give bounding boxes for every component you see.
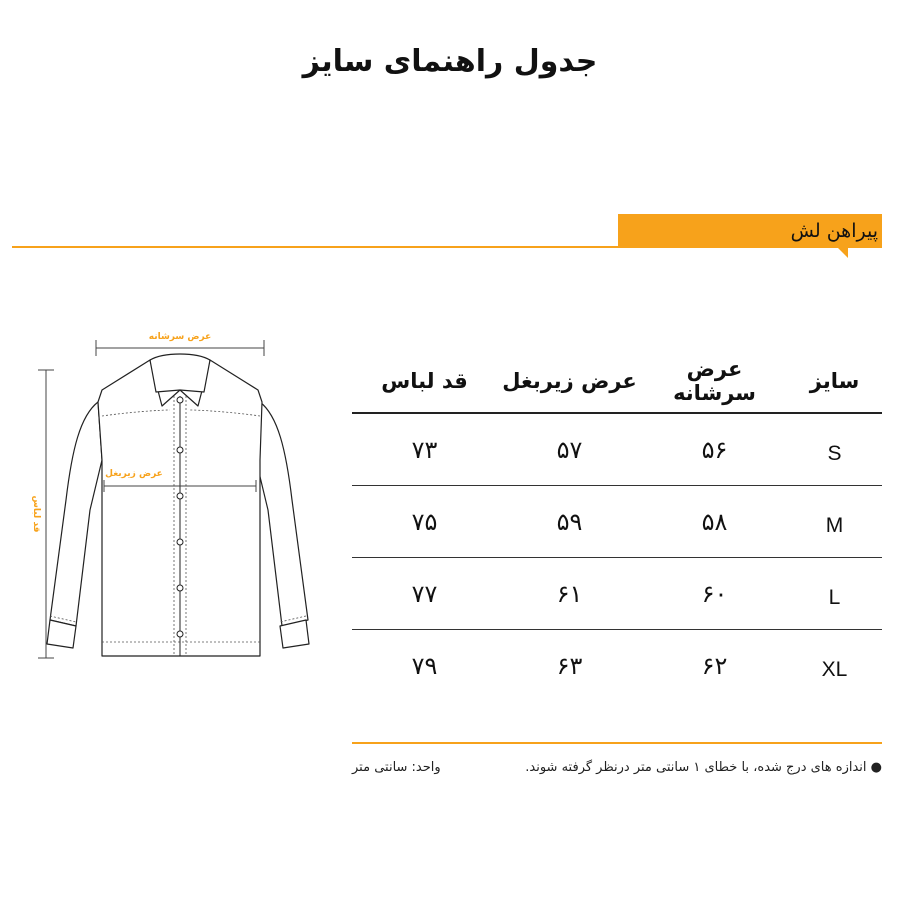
footer-note-text: اندازه های درج شده، با خطای ۱ سانتی متر درنظر گرفته شوند. <box>525 760 867 775</box>
table-row <box>352 486 882 558</box>
page-title: جدول راهنمای سایز <box>302 44 598 79</box>
section-label: پیراهن لش <box>790 220 878 242</box>
table-row <box>352 558 882 630</box>
size-cell: L <box>787 558 882 630</box>
table-row <box>352 630 882 702</box>
length-cell: ۷۹ <box>411 651 438 680</box>
size-cell: M <box>787 486 882 558</box>
chest-cell: ۶۳ <box>556 651 583 680</box>
shoulder-label: عرض سرشانه <box>148 332 212 342</box>
size-cell: XL <box>821 657 848 681</box>
section-divider <box>12 246 622 248</box>
header-shoulder: عرض سرشانه <box>642 350 787 413</box>
section-tab <box>618 214 882 248</box>
shoulder-cell: ۶۰ <box>642 558 787 630</box>
shirt-diagram <box>10 320 310 680</box>
chest-cell: ۵۷ <box>497 413 642 486</box>
footer-note <box>525 760 882 775</box>
table-row <box>352 413 882 486</box>
shoulder-cell: ۵۶ <box>642 413 787 486</box>
bullet-icon: ● <box>870 760 882 775</box>
length-cell: ۷۷ <box>352 558 497 630</box>
shirt-outline <box>47 360 309 656</box>
length-cell: ۷۵ <box>352 486 497 558</box>
header-length: قد لباس <box>352 350 497 413</box>
unit-label: واحد: سانتی متر <box>352 760 441 775</box>
chest-cell: ۶۱ <box>497 558 642 630</box>
chest-cell: ۵۹ <box>497 486 642 558</box>
size-cell: S <box>787 413 882 486</box>
header-chest: عرض زیربغل <box>497 350 642 413</box>
table-header-row <box>352 350 882 413</box>
header-size: سایز <box>787 350 882 413</box>
chest-label: عرض زیربغل <box>105 469 163 479</box>
size-table <box>352 350 882 701</box>
shoulder-cell: ۵۸ <box>642 486 787 558</box>
length-label: قد لباس <box>31 495 41 533</box>
length-cell: ۷۳ <box>352 413 497 486</box>
shoulder-cell: ۶۲ <box>701 651 728 680</box>
footer-divider <box>352 742 882 744</box>
